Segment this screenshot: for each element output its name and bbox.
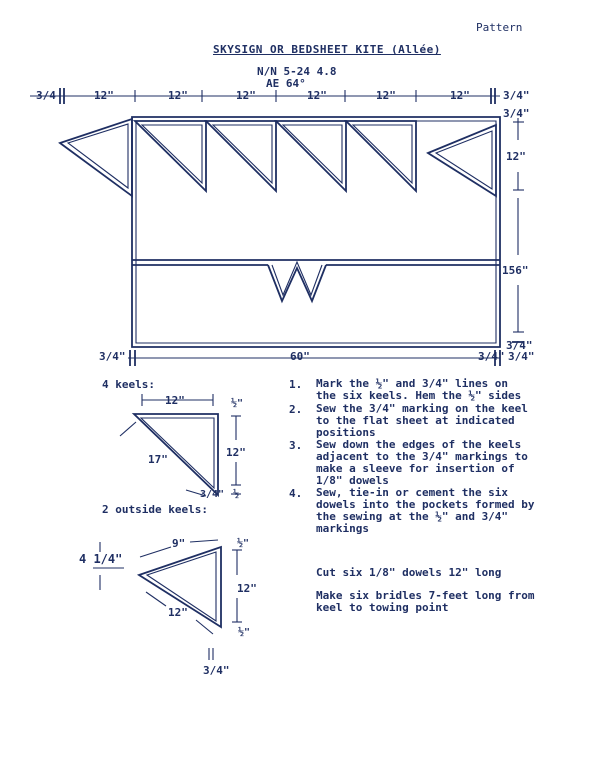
spec-line-1: N/N 5-24 4.8 — [257, 65, 337, 78]
right-dim-top-margin: 3/4" — [503, 107, 530, 120]
top-dim-3: 12" — [236, 89, 256, 102]
right-dim-bottom-margin-b: 3/4" — [508, 350, 535, 363]
right-dim-height: 156" — [502, 264, 529, 277]
note-bridles: Make six bridles 7-feet long from keel to towing point — [316, 589, 535, 614]
keel-half-mark: ½" — [231, 398, 244, 409]
top-dim-4: 12" — [307, 89, 327, 102]
top-dimension-line — [30, 88, 500, 104]
right-dim-bottom-margin-a: 3/4" — [506, 339, 533, 352]
note-dowels: Cut six 1/8" dowels 12" long — [316, 566, 502, 579]
outside-keel-left — [60, 119, 132, 196]
keel-side-dim: 12" — [226, 446, 246, 459]
top-dim-margin-left: 3/4 — [36, 89, 56, 102]
step-1-number: 1. — [289, 378, 303, 391]
keel-detail-drawing — [120, 394, 244, 496]
step-4-text: Sew, tie-in or cement the six dowels into the pockets formed by the sewing at the ½" and 3/4" markings — [316, 486, 535, 535]
top-dim-margin-right: 3/4" — [503, 89, 530, 102]
step-4-number: 4. — [289, 487, 303, 500]
diagram-title: SKYSIGN OR BEDSHEET KITE (Allée) — [213, 43, 441, 56]
top-dim-2: 12" — [168, 89, 188, 102]
step-3-text: Sew down the edges of the keels adjacent to the 3/4" markings to make a sleeve for insertion of 1/8" dowels — [316, 438, 528, 487]
page-label: Pattern — [476, 21, 523, 34]
outside-keel-detail-drawing — [93, 540, 242, 660]
bottom-dim-left: 3/4" — [99, 350, 126, 363]
keel-corner-frac: ½ — [233, 489, 240, 500]
kite-sheet — [132, 117, 500, 347]
outside-keel-half-top: ½" — [237, 538, 250, 549]
outside-keel-left-dim: 4 1/4" — [79, 552, 123, 566]
step-1-text: Mark the ½" and 3/4" lines on the six keels. Hem the ½" sides — [316, 377, 522, 402]
outside-keel-bottom-dim: 12" — [168, 606, 188, 619]
step-3-number: 3. — [289, 439, 303, 452]
top-dim-5: 12" — [376, 89, 396, 102]
step-2-number: 2. — [289, 403, 303, 416]
outside-keel-side-dim: 12" — [237, 582, 257, 595]
outside-keel-right — [428, 125, 496, 196]
top-dim-1: 12" — [94, 89, 114, 102]
right-dimension-line — [512, 118, 524, 342]
step-2-text: Sew the 3/4" marking on the keel to the flat sheet at indicated positions — [316, 402, 528, 439]
outside-keel-top-dim: 9" — [172, 537, 186, 550]
right-dim-keel: 12" — [506, 150, 526, 163]
top-dim-6: 12" — [450, 89, 470, 102]
keel-diag-dim: 17" — [148, 453, 168, 466]
bottom-dim-width: 60" — [290, 350, 310, 363]
keel-corner-dim: 3/4" — [200, 489, 225, 500]
inner-keels — [135, 121, 416, 191]
outside-keel-bottom-margin: 3/4" — [203, 664, 230, 677]
spec-line-2: AE 64° — [266, 77, 306, 90]
keel-top-dim: 12" — [165, 394, 185, 407]
outside-keel-half-bottom: ½" — [238, 627, 251, 638]
outside-keels-label: 2 outside keels: — [102, 503, 208, 516]
bottom-dimension-line — [128, 350, 500, 366]
bottom-dim-right: 3/4" — [478, 350, 505, 363]
keels-label: 4 keels: — [102, 378, 155, 391]
